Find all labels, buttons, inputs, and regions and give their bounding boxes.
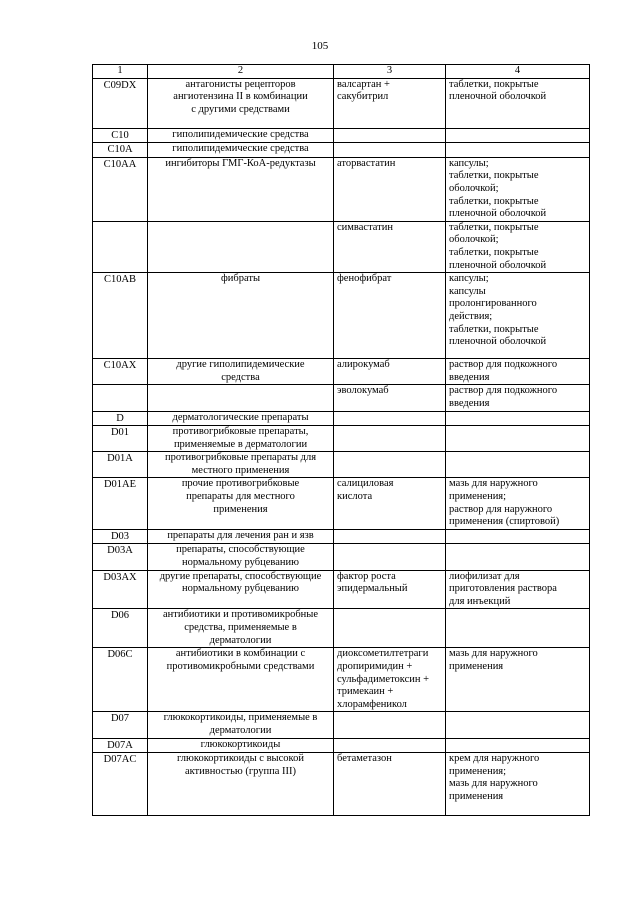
dosage-form-cell: капсулы; капсулы пролонгированного действия; таблетки, покрытые пленочной оболочкой (446, 273, 590, 359)
atc-group-cell: глюкокортикоиды, применяемые в дерматологии (148, 712, 334, 738)
dosage-form-cell: таблетки, покрытые пленочной оболочкой (446, 78, 590, 128)
drug-name-cell (334, 143, 446, 158)
drug-name-cell (334, 128, 446, 143)
dosage-form-cell (446, 712, 590, 738)
dosage-form-cell: крем для наружного применения; мазь для наружного применения (446, 753, 590, 816)
atc-code-cell: C10AB (93, 273, 148, 359)
header-col-3: 3 (334, 65, 446, 79)
table-row (93, 359, 590, 385)
dosage-form-cell: раствор для подкожного введения (446, 359, 590, 385)
dosage-form-cell: мазь для наружного применения; раствор для наружного применения (спиртовой) (446, 478, 590, 529)
atc-code-cell: D01A (93, 452, 148, 478)
table-row (93, 609, 590, 648)
drug-name-cell: алирокумаб (334, 359, 446, 385)
table-row (93, 78, 590, 128)
atc-code-cell (93, 385, 148, 411)
dosage-form-cell (446, 529, 590, 544)
atc-group-cell: антагонисты рецепторов ангиотензина II в комбинации с другими средствами (148, 78, 334, 128)
table-row (93, 753, 590, 816)
table-row (93, 712, 590, 738)
atc-group-cell (148, 385, 334, 411)
drug-name-cell: диоксометилтетраги дропиримидин + сульфадиметоксин + тримекаин + хлорамфеникол (334, 648, 446, 712)
drug-name-cell (334, 426, 446, 452)
header-col-2: 2 (148, 65, 334, 79)
drug-name-cell: валсартан + сакубитрил (334, 78, 446, 128)
table-row (93, 738, 590, 753)
header-col-1: 1 (93, 65, 148, 79)
drug-name-cell (334, 738, 446, 753)
drug-classification-table (92, 64, 590, 816)
header-col-4: 4 (446, 65, 590, 79)
table-row (93, 411, 590, 426)
table-row (93, 529, 590, 544)
atc-code-cell: D03A (93, 544, 148, 570)
atc-code-cell (93, 221, 148, 272)
dosage-form-cell (446, 411, 590, 426)
atc-group-cell (148, 221, 334, 272)
atc-group-cell: глюкокортикоиды (148, 738, 334, 753)
drug-name-cell: фенофибрат (334, 273, 446, 359)
drug-name-cell (334, 529, 446, 544)
atc-code-cell: D07A (93, 738, 148, 753)
dosage-form-cell (446, 452, 590, 478)
dosage-form-cell (446, 128, 590, 143)
dosage-form-cell: мазь для наружного применения (446, 648, 590, 712)
table-row (93, 452, 590, 478)
drug-name-cell: бетаметазон (334, 753, 446, 816)
atc-code-cell: D07 (93, 712, 148, 738)
atc-group-cell: гиполипидемические средства (148, 128, 334, 143)
atc-group-cell: дерматологические препараты (148, 411, 334, 426)
table-row (93, 478, 590, 529)
dosage-form-cell (446, 738, 590, 753)
drug-name-cell: фактор роста эпидермальный (334, 570, 446, 609)
dosage-form-cell (446, 426, 590, 452)
drug-name-cell: салициловая кислота (334, 478, 446, 529)
drug-name-cell: аторвастатин (334, 157, 446, 221)
dosage-form-cell (446, 609, 590, 648)
atc-code-cell: D07AC (93, 753, 148, 816)
atc-code-cell: D06C (93, 648, 148, 712)
atc-code-cell: D06 (93, 609, 148, 648)
table-row (93, 570, 590, 609)
atc-code-cell: C10A (93, 143, 148, 158)
dosage-form-cell: лиофилизат для приготовления раствора для инъекций (446, 570, 590, 609)
table-row (93, 426, 590, 452)
atc-code-cell: C10AA (93, 157, 148, 221)
drug-name-cell (334, 712, 446, 738)
atc-group-cell: противогрибковые препараты для местного применения (148, 452, 334, 478)
atc-group-cell: гиполипидемические средства (148, 143, 334, 158)
drug-name-cell: эволокумаб (334, 385, 446, 411)
atc-code-cell: C10 (93, 128, 148, 143)
atc-group-cell: другие препараты, способствующие нормальному рубцеванию (148, 570, 334, 609)
atc-group-cell: препараты, способствующие нормальному рубцеванию (148, 544, 334, 570)
table-row (93, 157, 590, 221)
table-row (93, 128, 590, 143)
atc-code-cell: D03AX (93, 570, 148, 609)
page-number: 105 (311, 40, 329, 52)
drug-name-cell (334, 609, 446, 648)
atc-group-cell: антибиотики и противомикробные средства, применяемые в дерматологии (148, 609, 334, 648)
drug-name-cell: симвастатин (334, 221, 446, 272)
table-row (93, 273, 590, 359)
atc-code-cell: D01 (93, 426, 148, 452)
atc-group-cell: другие гиполипидемические средства (148, 359, 334, 385)
atc-group-cell: ингибиторы ГМГ-КоА-редуктазы (148, 157, 334, 221)
table-row (93, 385, 590, 411)
dosage-form-cell (446, 544, 590, 570)
drug-name-cell (334, 411, 446, 426)
atc-group-cell: противогрибковые препараты, применяемые в дерматологии (148, 426, 334, 452)
atc-group-cell: прочие противогрибковые препараты для местного применения (148, 478, 334, 529)
table-row (93, 143, 590, 158)
atc-group-cell: глюкокортикоиды с высокой активностью (группа III) (148, 753, 334, 816)
table-row (93, 544, 590, 570)
atc-group-cell: антибиотики в комбинации с противомикробными средствами (148, 648, 334, 712)
atc-code-cell: C09DX (93, 78, 148, 128)
drug-name-cell (334, 452, 446, 478)
atc-code-cell: D (93, 411, 148, 426)
atc-code-cell: D03 (93, 529, 148, 544)
dosage-form-cell: капсулы; таблетки, покрытые оболочкой; таблетки, покрытые пленочной оболочкой (446, 157, 590, 221)
dosage-form-cell: таблетки, покрытые оболочкой; таблетки, покрытые пленочной оболочкой (446, 221, 590, 272)
atc-group-cell: препараты для лечения ран и язв (148, 529, 334, 544)
table-row (93, 648, 590, 712)
dosage-form-cell (446, 143, 590, 158)
atc-group-cell: фибраты (148, 273, 334, 359)
table-header-row (93, 65, 590, 79)
table-row (93, 221, 590, 272)
drug-name-cell (334, 544, 446, 570)
dosage-form-cell: раствор для подкожного введения (446, 385, 590, 411)
atc-code-cell: C10AX (93, 359, 148, 385)
atc-code-cell: D01AE (93, 478, 148, 529)
